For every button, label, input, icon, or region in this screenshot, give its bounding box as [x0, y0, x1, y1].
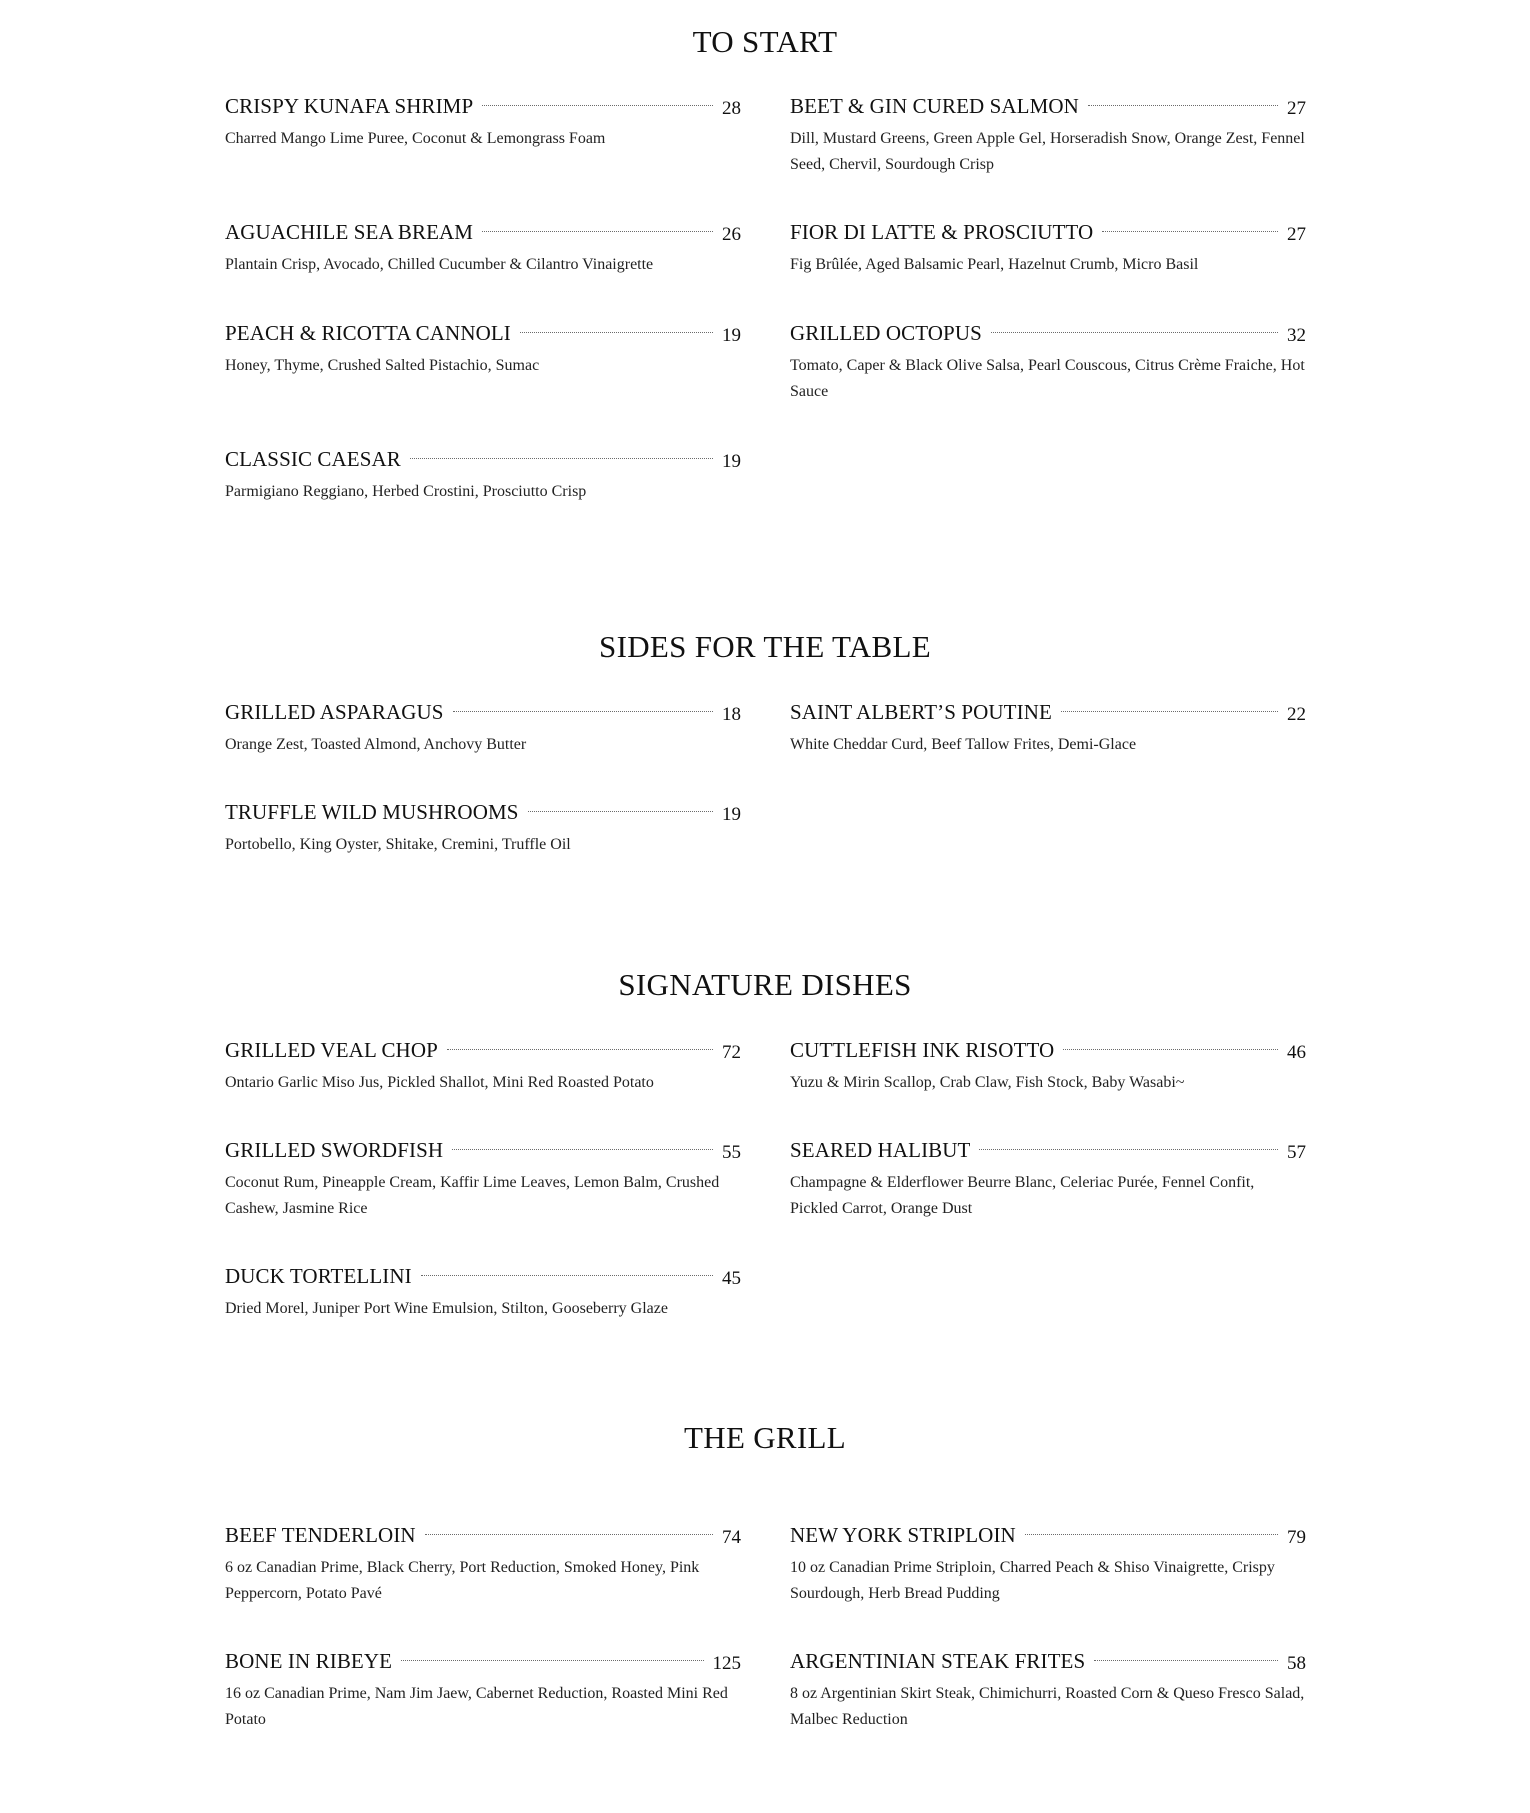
item-name: BONE IN RIBEYE: [225, 1649, 393, 1673]
item-price: 27: [1287, 224, 1306, 245]
menu-item-grilled-asparagus: [225, 700, 741, 758]
dotted-leader: [410, 458, 713, 459]
item-price: 79: [1287, 1527, 1306, 1548]
item-description: Dill, Mustard Greens, Green Apple Gel, Horseradish Snow, Orange Zest, Fennel Seed, Chervil, Sourdough Crisp: [790, 130, 1305, 173]
dotted-leader: [453, 711, 713, 712]
item-description: Charred Mango Lime Puree, Coconut & Lemongrass Foam: [225, 130, 606, 147]
item-name: ARGENTINIAN STEAK FRITES: [790, 1649, 1086, 1673]
item-price: 55: [722, 1142, 741, 1163]
item-price: 18: [722, 704, 741, 725]
menu-item-aguachile-sea-bream: [225, 220, 741, 278]
item-name: BEET & GIN CURED SALMON: [790, 94, 1079, 118]
item-price: 57: [1287, 1142, 1306, 1163]
menu-item-cuttlefish-ink-risotto: [790, 1038, 1306, 1096]
item-price: 58: [1287, 1653, 1306, 1674]
item-description: Plantain Crisp, Avocado, Chilled Cucumber & Cilantro Vinaigrette: [225, 256, 654, 273]
dotted-leader: [520, 332, 713, 333]
item-description: Ontario Garlic Miso Jus, Pickled Shallot, Mini Red Roasted Potato: [225, 1074, 654, 1091]
item-description: Dried Morel, Juniper Port Wine Emulsion, Stilton, Gooseberry Glaze: [225, 1300, 668, 1317]
menu-item-bone-in-ribeye: [225, 1649, 741, 1733]
item-price: 19: [722, 804, 741, 825]
item-description: Champagne & Elderflower Beurre Blanc, Celeriac Purée, Fennel Confit, Pickled Carrot, Orange Dust: [790, 1174, 1255, 1217]
item-price: 46: [1287, 1042, 1306, 1063]
menu-item-argentinian-steak-frites: [790, 1649, 1306, 1733]
item-name: SEARED HALIBUT: [790, 1138, 971, 1162]
item-price: 125: [712, 1653, 741, 1674]
item-name: DUCK TORTELLINI: [225, 1264, 412, 1288]
dotted-leader: [979, 1149, 1278, 1150]
item-name: SAINT ALBERT’S POUTINE: [790, 700, 1052, 724]
menu-item-new-york-striploin: [790, 1523, 1306, 1607]
menu-item-truffle-wild-mushrooms: [225, 800, 741, 858]
menu-item-saint-alberts-poutine: [790, 700, 1306, 758]
dotted-leader: [452, 1149, 713, 1150]
item-price: 19: [722, 325, 741, 346]
item-name: CRISPY KUNAFA SHRIMP: [225, 94, 474, 118]
item-description: 6 oz Canadian Prime, Black Cherry, Port Reduction, Smoked Honey, Pink Peppercorn, Potato Pavé: [225, 1559, 700, 1602]
item-name: BEEF TENDERLOIN: [225, 1523, 416, 1547]
menu-item-classic-caesar: [225, 447, 741, 505]
item-description: Parmigiano Reggiano, Herbed Crostini, Prosciutto Crisp: [225, 483, 587, 500]
dotted-leader: [482, 105, 713, 106]
dotted-leader: [421, 1275, 713, 1276]
item-name: NEW YORK STRIPLOIN: [790, 1523, 1016, 1547]
item-description: Yuzu & Mirin Scallop, Crab Claw, Fish Stock, Baby Wasabi~: [790, 1074, 1185, 1091]
dotted-leader: [447, 1049, 713, 1050]
item-price: 74: [722, 1527, 741, 1548]
menu-item-grilled-veal-chop: [225, 1038, 741, 1096]
item-price: 26: [722, 224, 741, 245]
item-description: Honey, Thyme, Crushed Salted Pistachio, Sumac: [225, 357, 540, 374]
item-name: GRILLED VEAL CHOP: [225, 1038, 438, 1062]
dotted-leader: [482, 231, 713, 232]
item-description: Portobello, King Oyster, Shitake, Cremini, Truffle Oil: [225, 836, 571, 853]
item-description: White Cheddar Curd, Beef Tallow Frites, Demi-Glace: [790, 736, 1137, 753]
dotted-leader: [1088, 105, 1278, 106]
dotted-leader: [1063, 1049, 1278, 1050]
item-price: 28: [722, 98, 741, 119]
dotted-leader: [1025, 1534, 1278, 1535]
item-name: GRILLED OCTOPUS: [790, 321, 982, 345]
item-description: 16 oz Canadian Prime, Nam Jim Jaew, Cabernet Reduction, Roasted Mini Red Potato: [225, 1685, 728, 1728]
section-title-the-grill: THE GRILL: [684, 1420, 846, 1455]
item-price: 19: [722, 451, 741, 472]
section-title-to-start: TO START: [692, 24, 838, 59]
menu-item-crispy-kunafa-shrimp: [225, 94, 741, 152]
section-title-sides-for-the-table: SIDES FOR THE TABLE: [599, 629, 931, 664]
menu-item-grilled-swordfish: [225, 1138, 741, 1222]
item-name: GRILLED ASPARAGUS: [225, 700, 444, 724]
dotted-leader: [425, 1534, 713, 1535]
dotted-leader: [401, 1660, 703, 1661]
item-price: 27: [1287, 98, 1306, 119]
menu-item-seared-halibut: [790, 1138, 1306, 1222]
item-description: Tomato, Caper & Black Olive Salsa, Pearl Couscous, Citrus Crème Fraiche, Hot Sauce: [790, 357, 1305, 400]
menu-item-grilled-octopus: [790, 321, 1306, 405]
dotted-leader: [1061, 711, 1278, 712]
menu-item-peach-ricotta-cannoli: [225, 321, 741, 379]
dotted-leader: [528, 811, 713, 812]
item-name: CUTTLEFISH INK RISOTTO: [790, 1038, 1055, 1062]
item-description: Coconut Rum, Pineapple Cream, Kaffir Lime Leaves, Lemon Balm, Crushed Cashew, Jasmine Rice: [225, 1174, 720, 1217]
dotted-leader: [1094, 1660, 1278, 1661]
item-name: FIOR DI LATTE & PROSCIUTTO: [790, 220, 1094, 244]
item-price: 45: [722, 1268, 741, 1289]
dotted-leader: [991, 332, 1278, 333]
menu-item-beet-gin-cured-salmon: [790, 94, 1306, 178]
menu-item-duck-tortellini: [225, 1264, 741, 1322]
item-name: AGUACHILE SEA BREAM: [225, 220, 474, 244]
item-description: Orange Zest, Toasted Almond, Anchovy Butter: [225, 736, 527, 753]
dotted-leader: [1102, 231, 1278, 232]
item-name: GRILLED SWORDFISH: [225, 1138, 444, 1162]
section-title-signature-dishes: SIGNATURE DISHES: [618, 967, 912, 1002]
item-description: 10 oz Canadian Prime Striploin, Charred Peach & Shiso Vinaigrette, Crispy Sourdough, Herb Bread Pudding: [790, 1559, 1275, 1602]
menu-item-beef-tenderloin: [225, 1523, 741, 1607]
menu-item-fior-di-latte-prosciutto: [790, 220, 1306, 278]
item-name: PEACH & RICOTTA CANNOLI: [225, 321, 511, 345]
item-description: 8 oz Argentinian Skirt Steak, Chimichurri, Roasted Corn & Queso Fresco Salad, Malbec Reduction: [790, 1685, 1305, 1728]
item-name: TRUFFLE WILD MUSHROOMS: [225, 800, 519, 824]
item-price: 22: [1287, 704, 1306, 725]
item-description: Fig Brûlée, Aged Balsamic Pearl, Hazelnut Crumb, Micro Basil: [790, 256, 1199, 273]
item-price: 72: [722, 1042, 741, 1063]
item-name: CLASSIC CAESAR: [225, 447, 401, 471]
item-price: 32: [1287, 325, 1306, 346]
